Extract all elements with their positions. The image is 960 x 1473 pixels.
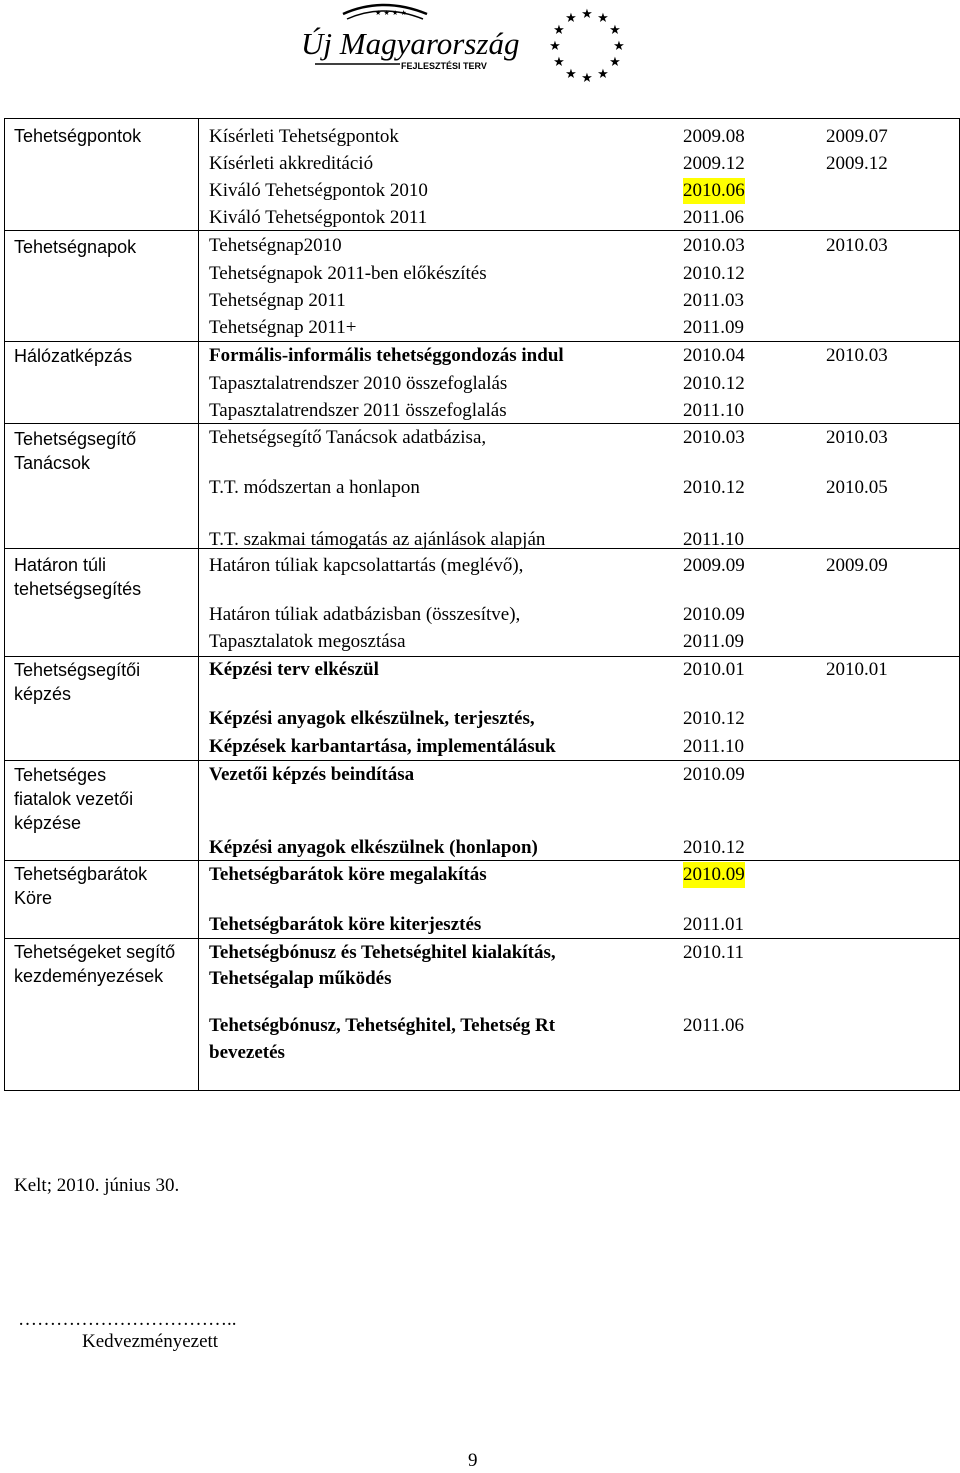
header-logos [0,0,960,100]
activity-cell: Tapasztalatrendszer 2011 összefoglalás [209,400,507,421]
svg-text:★: ★ [609,23,621,38]
date-planned: 2011.03 [683,290,745,311]
category-tehetsegbaratok-kore: Tehetségbarátok Köre [14,864,148,908]
activity-cell: Tehetségnap 2011+ [209,317,357,338]
activity-cell: Vezetői képzés beindítása [209,764,415,785]
activity-cell: Tehetségbónusz és Tehetséghitel kialakítás, [209,942,556,963]
svg-text:★: ★ [565,67,577,82]
svg-text:★: ★ [581,71,593,86]
date-planned: 2009.09 [683,555,745,576]
table-row-divider [4,938,960,939]
table-border-top [4,118,960,119]
date-planned: 2011.09 [683,317,745,338]
signature-dots: …………………………….. [18,1309,237,1330]
date-planned: 2011.06 [683,1015,745,1036]
date-actual: 2010.05 [826,477,888,498]
uj-magyarorszag-logo [295,2,520,84]
activity-cell: Képzési terv elkészül [209,659,379,680]
table-row-divider [4,760,960,761]
activity-cell: Tehetségbónusz, Tehetséghitel, Tehetség Rt [209,1015,556,1036]
date-planned: 2010.04 [683,345,745,366]
signature-label: Kedvezményezett [82,1331,219,1352]
activity-cell: Tehetségnapok 2011-ben előkészítés [209,263,487,284]
date-actual: 2010.03 [826,345,888,366]
table-row-divider [4,230,960,231]
date-planned: 2010.03 [683,235,745,256]
date-planned: 2010.12 [683,837,745,858]
activity-cell: Tehetségsegítő Tanácsok adatbázisa, [209,427,487,448]
date-planned: 2011.09 [683,631,745,652]
category-vezetoi-kepzes: Tehetséges fiatalok vezetői képzése [14,765,134,833]
svg-text:★: ★ [609,55,621,70]
date-actual: 2010.01 [826,659,888,680]
date-actual: 2009.12 [826,153,888,174]
date-planned: 2009.12 [683,153,745,174]
activity-cell: Határon túliak kapcsolattartás (meglévő), [209,555,524,576]
date-planned-highlighted: 2010.09 [683,862,745,888]
svg-text:★: ★ [553,55,565,70]
activity-cell: Tapasztalatok megosztása [209,631,406,652]
activity-cell: Kiváló Tehetségpontok 2011 [209,207,428,228]
category-halozatkepzes: Hálózatképzás [14,346,133,366]
activity-cell: T.T. szakmai támogatás az ajánlások alapján [209,529,546,550]
date-planned: 2010.12 [683,263,745,284]
activity-cell: Tehetségbarátok köre kiterjesztés [209,914,482,935]
category-tehetsegnapok: Tehetségnapok [14,237,137,257]
date-planned: 2010.01 [683,659,745,680]
date-planned: 2011.01 [683,914,745,935]
activity-cell: Tehetségnap2010 [209,235,342,256]
activity-cell: Határon túliak adatbázisban (összesítve), [209,604,521,625]
date-planned: 2011.10 [683,529,745,550]
activity-cell: Képzési anyagok elkészülnek (honlapon) [209,837,538,858]
date-planned: 2010.12 [683,477,745,498]
svg-text:★: ★ [553,23,565,38]
date-planned: 2011.10 [683,736,745,757]
table-border-bottom [4,1090,960,1091]
date-planned: 2009.08 [683,126,745,147]
date-planned: 2011.06 [683,207,745,228]
activity-cell: Formális-informális tehetséggondozás indul [209,345,564,366]
date-planned: 2010.11 [683,942,745,963]
svg-text:★: ★ [597,11,609,26]
activity-cell: Képzési anyagok elkészülnek, terjesztés, [209,708,535,729]
category-tehetsegpontok: Tehetségpontok [14,126,142,146]
svg-text:FEJLESZTÉSI TERV: FEJLESZTÉSI TERV [401,61,487,71]
page-number: 9 [468,1450,478,1471]
eu-stars-icon [548,6,626,84]
category-tehetsegsegitoi-kepzes: Tehetségsegítői képzés [14,660,141,704]
activity-cell: Tehetségbarátok köre megalakítás [209,864,487,885]
activity-cell: Kísérleti Tehetségpontok [209,126,399,147]
activity-cell: Kiváló Tehetségpontok 2010 [209,180,428,201]
date-planned-highlighted: 2010.06 [683,178,745,204]
activity-cell: Tapasztalatrendszer 2010 összefoglalás [209,373,508,394]
date-actual: 2010.03 [826,427,888,448]
svg-text:★: ★ [581,7,593,22]
activity-cell-line2: bevezetés [209,1042,285,1063]
activity-cell: Kísérleti akkreditáció [209,153,374,174]
date-planned: 2010.09 [683,764,745,785]
date-actual: 2009.07 [826,126,888,147]
table-row-divider [4,341,960,342]
date-actual: 2009.09 [826,555,888,576]
table-border-left [4,118,5,1091]
date-planned: 2011.10 [683,400,745,421]
activity-cell: T.T. módszertan a honlapon [209,477,420,498]
category-hataron-tuli: Határon túli tehetségsegítés [14,555,142,599]
svg-text:★ ★ ★ ★: ★ ★ ★ ★ [375,9,407,17]
table-column-divider [198,118,199,1091]
svg-text:Új Magyarország: Új Magyarország [301,26,520,61]
date-planned: 2010.09 [683,604,745,625]
svg-text:★: ★ [565,11,577,26]
table-row-divider [4,656,960,657]
date-planned: 2010.12 [683,373,745,394]
svg-text:★: ★ [597,67,609,82]
date-planned: 2010.03 [683,427,745,448]
activity-cell: Képzések karbantartása, implementálásuk [209,736,556,757]
date-actual: 2010.03 [826,235,888,256]
category-tehetsegeket-segito: Tehetségeket segítő kezdeményezések [14,942,176,986]
date-line: Kelt; 2010. június 30. [14,1175,180,1196]
svg-text:★: ★ [613,39,625,54]
date-planned: 2010.12 [683,708,745,729]
svg-text:★: ★ [549,39,561,54]
activity-cell-line2: Tehetségalap működés [209,968,392,989]
category-tehetsegsegito-tanacsok: Tehetségsegítő Tanácsok [14,429,137,473]
activity-cell: Tehetségnap 2011 [209,290,346,311]
